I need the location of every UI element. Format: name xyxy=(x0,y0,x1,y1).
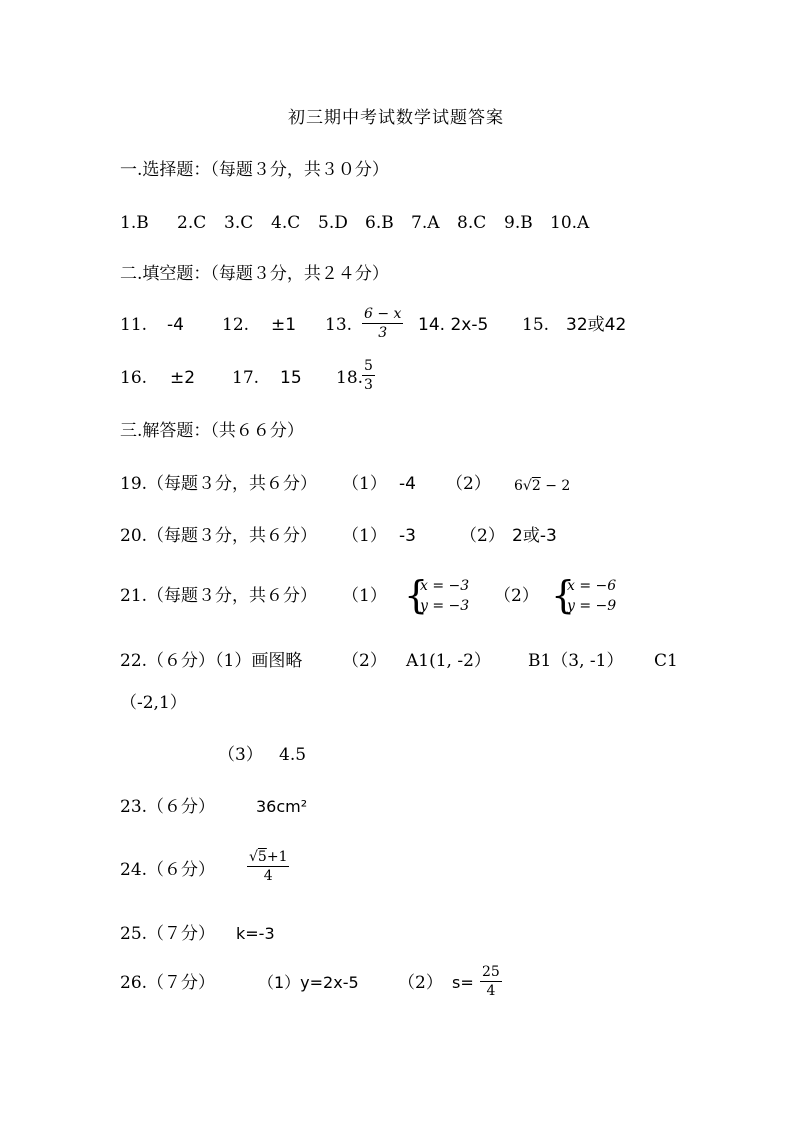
q25-answer: k=-3 xyxy=(236,924,275,943)
q22-part3-marker: （3） xyxy=(218,745,263,765)
q22-part3-answer: 4.5 xyxy=(279,745,307,765)
fraction-bar xyxy=(362,323,403,324)
q19-label: 19.（每题３分，共６分） xyxy=(120,474,318,494)
q18-number: 18. xyxy=(336,368,364,388)
q20-part2-answer: 2或-3 xyxy=(512,526,557,546)
q24-numerator-tail: +1 xyxy=(266,849,288,865)
q15-answer: 32或42 xyxy=(566,315,627,335)
choice-answer: 5.D xyxy=(318,213,348,233)
q16-number: 16. xyxy=(120,368,148,388)
q14-answer: 14. 2x-5 xyxy=(418,315,489,335)
q26-part1: （1）y=2x-5 xyxy=(258,973,359,992)
q18-fraction-numerator: 5 xyxy=(364,358,373,374)
q21-system1 xyxy=(420,576,469,616)
section-heading-solve: 三.解答题：（共６６分） xyxy=(120,421,304,441)
q19-coefficient: 6 xyxy=(514,478,523,494)
q21-system2-x: x = −6 xyxy=(567,578,617,594)
q21-system1-x: x = −3 xyxy=(420,578,470,594)
q19-part1-answer: -4 xyxy=(399,474,416,494)
q19-part1-marker: （1） xyxy=(342,474,387,494)
choice-answer: 9.B xyxy=(504,213,533,233)
q16-answer: ±2 xyxy=(170,368,196,388)
q22-b1: B1（3, -1） xyxy=(528,651,624,671)
choice-answer: 7.A xyxy=(411,213,440,233)
q18-fraction-denominator: 3 xyxy=(364,377,373,393)
sqrt-icon: √ xyxy=(522,478,532,494)
q13-fraction xyxy=(362,306,403,341)
q20-part1-marker: （1） xyxy=(342,526,387,546)
q23-label: 23.（６分） xyxy=(120,797,216,817)
q11-answer: -4 xyxy=(167,315,184,335)
q24-fraction-numerator xyxy=(247,849,289,865)
q17-answer: 15 xyxy=(280,368,302,388)
choice-answer: 3.C xyxy=(224,213,254,233)
q13-number: 13. xyxy=(325,315,353,335)
page-title: 初三期中考试数学试题答案 xyxy=(288,108,504,128)
brace-icon: { xyxy=(404,573,429,617)
q26-fraction-denominator: 4 xyxy=(486,983,496,999)
q24-fraction-denominator: 4 xyxy=(263,868,273,884)
q24-label: 24.（６分） xyxy=(120,860,216,880)
q19-part2-marker: （2） xyxy=(446,474,491,494)
q13-fraction-denominator: 3 xyxy=(378,325,388,341)
section-heading-choice: 一.选择题：（每题３分，共３０分） xyxy=(120,160,389,180)
q12-answer: ±1 xyxy=(271,315,297,335)
choice-answer: 6.B xyxy=(365,213,394,233)
brace-icon: { xyxy=(551,573,576,617)
choice-answer: 1.B xyxy=(120,213,149,233)
choice-answer: 4.C xyxy=(271,213,301,233)
q17-number: 17. xyxy=(232,368,260,388)
q26-fraction-numerator: 25 xyxy=(482,964,500,980)
q21-system2 xyxy=(567,576,616,616)
q23-answer: 36cm² xyxy=(256,797,308,816)
q26-label: 26.（７分） xyxy=(120,973,216,993)
fraction-bar xyxy=(362,375,375,376)
q21-part2-marker: （2） xyxy=(494,586,539,606)
q19-part2-answer xyxy=(514,476,570,496)
q26-s-label: s= xyxy=(452,973,474,992)
q21-system2-y: y = −9 xyxy=(567,598,617,614)
q22-label: 22.（６分）（1）画图略 xyxy=(120,651,303,671)
q19-tail: − 2 xyxy=(540,478,571,494)
q22-part2-marker: （2） xyxy=(342,651,387,671)
q22-c1-continued: （-2,1） xyxy=(120,693,187,713)
q24-radicand: 5 xyxy=(257,849,267,865)
q20-part2-marker: （2） xyxy=(460,526,505,546)
fraction-bar xyxy=(480,981,502,982)
choice-answer: 10.A xyxy=(550,213,590,233)
q21-part1-marker: （1） xyxy=(342,586,387,606)
q11-number: 11. xyxy=(120,315,148,335)
q25-label: 25.（７分） xyxy=(120,924,216,944)
q19-radicand: 2 xyxy=(531,478,541,494)
q21-label: 21.（每题３分，共６分） xyxy=(120,586,318,606)
sqrt-icon: √ xyxy=(249,849,258,865)
q13-fraction-numerator: 6 − x xyxy=(364,306,402,322)
q20-part1-answer: -3 xyxy=(399,526,416,546)
q20-label: 20.（每题３分，共６分） xyxy=(120,526,318,546)
section-heading-fill: 二.填空题：（每题３分，共２４分） xyxy=(120,264,389,284)
choice-answer: 8.C xyxy=(457,213,487,233)
q26-fraction xyxy=(480,964,502,999)
q22-a1: A1(1, -2） xyxy=(406,651,491,671)
q26-part2-marker: （2） xyxy=(398,973,443,993)
q22-c1: C1 xyxy=(654,651,678,671)
choice-answer: 2.C xyxy=(177,213,207,233)
q12-number: 12. xyxy=(222,315,250,335)
q24-fraction xyxy=(247,849,289,884)
q15-number: 15. xyxy=(522,315,550,335)
q18-fraction xyxy=(362,358,375,393)
q21-system1-y: y = −3 xyxy=(420,598,470,614)
fraction-bar xyxy=(247,866,289,867)
